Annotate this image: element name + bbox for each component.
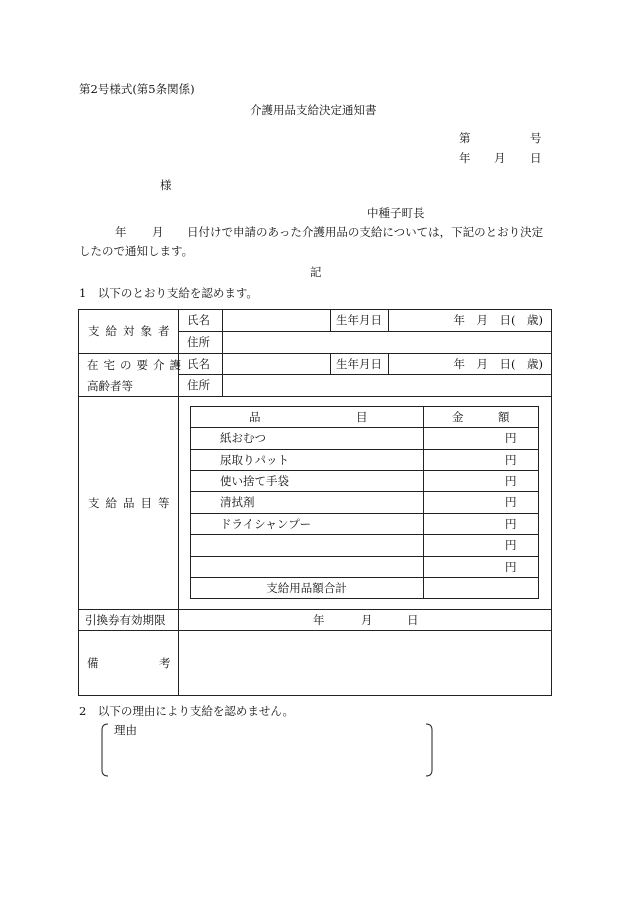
- item-amount-unit[interactable]: 円: [505, 473, 517, 488]
- elderly-birthdate-label: 生年月日: [336, 356, 382, 371]
- recipient-birthdate-label: 生年月日: [336, 313, 382, 327]
- elderly-label-line2: 高齢者等: [87, 379, 133, 393]
- section-1-heading: 1 以下のとおり支給を認めます。: [79, 286, 258, 300]
- reason-label: 理由: [114, 723, 137, 737]
- item-name: 清拭剤: [220, 495, 255, 509]
- body-year: 年: [115, 225, 127, 239]
- item-name: 使い捨て手袋: [220, 473, 289, 488]
- date-day: 日: [530, 151, 542, 165]
- voucher-label: 引換券有効期限: [85, 612, 166, 627]
- remarks-label-char2: 考: [159, 656, 171, 670]
- remarks-field[interactable]: [179, 631, 551, 695]
- item-name: 紙おむつ: [220, 431, 266, 445]
- item-amount-unit[interactable]: 円: [505, 538, 517, 552]
- elderly-label-line1: 在宅の要介護: [87, 358, 186, 372]
- items-total-field[interactable]: [424, 578, 538, 598]
- number-go: 号: [530, 131, 542, 145]
- form-number: 第2号様式(第5条関係): [79, 82, 195, 96]
- recipient-label: 支給対象者: [88, 324, 176, 338]
- recipient-address-label: 住所: [187, 335, 210, 349]
- item-amount-unit[interactable]: 円: [505, 495, 517, 509]
- elderly-address-label: 住所: [187, 378, 210, 392]
- elderly-address-field[interactable]: [223, 375, 551, 396]
- item-amount-unit[interactable]: 円: [505, 516, 517, 531]
- items-header-item-char2: 目: [356, 409, 368, 424]
- body-text-line2: したので通知します。: [79, 244, 194, 258]
- voucher-month[interactable]: 月: [361, 612, 373, 627]
- items-header-amount-char1: 金: [452, 409, 464, 424]
- addressee-suffix: 様: [160, 178, 172, 192]
- item-amount-unit[interactable]: 円: [505, 431, 517, 445]
- body-month: 月: [152, 225, 164, 239]
- items-header-amount-char2: 額: [498, 409, 510, 424]
- number-dai: 第: [459, 131, 471, 145]
- issuer: 中種子町長: [367, 206, 425, 220]
- body-text-line1: 日付けで申請のあった介護用品の支給については，下記のとおり決定: [187, 225, 544, 239]
- items-label: 支給品目等: [88, 495, 176, 510]
- items-total-label: 支給用品額合計: [266, 581, 347, 595]
- item-name: 尿取りパット: [220, 452, 289, 467]
- remarks-label-char1: 備: [87, 656, 99, 670]
- date-year: 年: [459, 151, 471, 165]
- date-month: 月: [494, 151, 506, 165]
- section-2-heading: 2 以下の理由により支給を認めません。: [79, 704, 295, 718]
- item-amount-unit[interactable]: 円: [505, 559, 517, 574]
- elderly-birthdate-format[interactable]: 年 月 日( 歳): [453, 356, 543, 371]
- items-header-item-char1: 品: [249, 409, 261, 424]
- ki-heading: 記: [310, 265, 322, 279]
- voucher-year[interactable]: 年: [313, 612, 325, 627]
- document-title: 介護用品支給決定通知書: [250, 103, 377, 117]
- voucher-day[interactable]: 日: [407, 612, 419, 627]
- recipient-name-label: 氏名: [187, 313, 210, 327]
- recipient-address-field[interactable]: [223, 332, 551, 353]
- elderly-name-field[interactable]: [223, 354, 329, 374]
- item-amount-unit[interactable]: 円: [505, 452, 517, 467]
- recipient-birthdate-format[interactable]: 年 月 日( 歳): [453, 313, 543, 327]
- reason-field[interactable]: [106, 738, 428, 774]
- elderly-name-label: 氏名: [187, 356, 210, 371]
- item-name: ドライシャンプー: [220, 516, 312, 531]
- recipient-name-field[interactable]: [223, 310, 329, 331]
